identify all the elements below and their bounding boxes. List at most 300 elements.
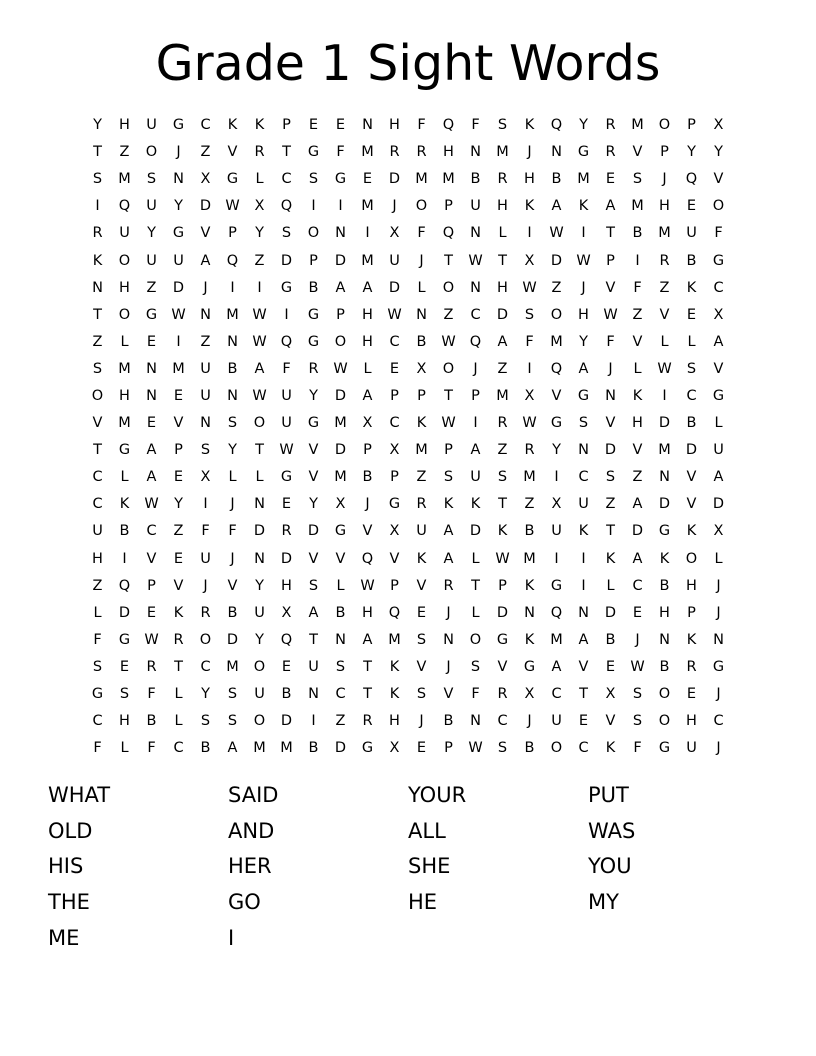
grid-letter: X [389,523,400,540]
grid-letter: U [551,523,562,540]
grid-letter: K [686,279,697,296]
grid-letter: T [444,252,453,269]
grid-letter: O [550,740,563,757]
grid-letter: B [686,415,697,432]
grid-letter: F [147,686,156,703]
grid-letter: G [118,631,131,648]
grid-letter: J [473,360,478,377]
word-list-item: YOUR [408,783,467,807]
grid-letter: E [146,604,157,621]
grid-letter: P [147,577,156,594]
grid-letter: Y [255,631,264,648]
grid-letter: H [119,117,130,134]
grid-letter: M [361,252,374,269]
grid-letter: K [632,387,643,404]
grid-letter: G [658,523,671,540]
grid-letter: R [389,144,400,161]
grid-letter: X [362,415,373,432]
grid-letter: N [470,225,481,242]
grid-letter: L [120,333,129,350]
grid-letter: C [146,523,157,540]
grid-letter: K [227,117,238,134]
grid-letter: D [604,604,617,621]
grid-letter: G [118,442,131,459]
grid-letter: J [230,550,235,567]
grid-letter: L [660,333,669,350]
grid-letter: H [686,713,697,730]
grid-letter: K [254,117,265,134]
grid-letter: K [443,496,454,513]
grid-letter: M [334,469,347,486]
grid-letter: V [551,387,562,404]
grid-letter: S [470,658,481,675]
grid-letter: J [365,496,370,513]
grid-letter: V [686,469,697,486]
grid-letter: A [497,333,508,350]
grid-letter: X [713,523,724,540]
grid-letter: W [522,279,537,296]
grid-letter: W [522,415,537,432]
grid-letter: F [471,117,480,134]
grid-letter: V [497,658,508,675]
grid-letter: J [419,713,424,730]
grid-letter: Y [174,198,183,215]
grid-letter: M [172,360,185,377]
grid-letter: T [93,442,102,459]
grid-letter: A [632,496,643,513]
grid-letter: N [308,686,319,703]
grid-letter: X [389,225,400,242]
grid-letter: C [389,333,400,350]
grid-row [84,546,732,573]
grid-letter: G [307,306,320,323]
grid-letter: L [174,686,183,703]
grid-letter: M [550,333,563,350]
grid-letter: J [716,686,721,703]
grid-letter: Q [280,631,293,648]
grid-letter: P [228,225,237,242]
grid-letter: U [146,252,157,269]
word-list-item: ALL [408,818,446,843]
grid-letter: Z [443,306,454,323]
grid-letter: D [307,523,320,540]
grid-letter: V [173,415,184,432]
grid-letter: G [226,171,239,188]
grid-letter: E [605,658,616,675]
grid-letter: Z [200,333,211,350]
grid-letter: Z [92,333,103,350]
grid-letter: F [633,740,642,757]
grid-letter: V [308,550,319,567]
grid-row [84,491,732,518]
grid-letter: Y [93,117,102,134]
grid-letter: T [282,144,291,161]
grid-letter: M [550,631,563,648]
grid-letter: Q [118,577,131,594]
grid-letter: L [363,360,372,377]
grid-letter: M [496,387,509,404]
grid-letter: O [91,387,104,404]
grid-letter: K [524,631,535,648]
grid-letter: T [498,252,507,269]
grid-letter: Z [416,469,427,486]
grid-letter: G [361,740,374,757]
grid-letter: T [579,686,588,703]
grid-letter: I [554,550,559,567]
grid-letter: E [119,658,130,675]
grid-letter: R [605,117,616,134]
grid-letter: P [444,740,453,757]
grid-letter: W [387,306,402,323]
grid-letter: W [252,387,267,404]
grid-letter: P [390,577,399,594]
grid-letter: I [365,225,370,242]
grid-letter: X [200,171,211,188]
grid-letter: V [605,415,616,432]
grid-letter: N [659,631,670,648]
grid-letter: G [91,686,104,703]
grid-letter: G [388,496,401,513]
grid-letter: V [632,333,643,350]
grid-letter: G [658,740,671,757]
grid-letter: R [362,713,373,730]
grid-letter: Z [524,496,535,513]
grid-letter: K [605,550,616,567]
grid-letter: H [659,604,670,621]
grid-letter: K [416,415,427,432]
grid-letter: T [174,658,183,675]
grid-letter: E [308,117,319,134]
grid-letter: Z [335,713,346,730]
grid-letter: T [363,686,372,703]
grid-letter: H [119,387,130,404]
grid-letter: X [551,496,562,513]
grid-row [84,383,732,410]
grid-letter: U [578,496,589,513]
grid-letter: N [92,279,103,296]
word-list-item: AND [228,818,275,843]
grid-letter: A [443,550,454,567]
grid-letter: B [200,740,211,757]
grid-letter: K [497,523,508,540]
grid-letter: S [227,713,238,730]
grid-letter: B [686,252,697,269]
grid-letter: B [551,171,562,188]
grid-letter: P [687,604,696,621]
grid-letter: G [172,117,185,134]
grid-letter: B [659,577,670,594]
grid-letter: K [92,252,103,269]
grid-letter: U [119,225,130,242]
grid-letter: B [281,686,292,703]
grid-letter: D [496,604,509,621]
grid-letter: G [712,658,725,675]
grid-row [84,681,732,708]
grid-letter: U [281,415,292,432]
grid-letter: A [362,279,373,296]
grid-letter: D [334,442,347,459]
grid-letter: U [308,658,319,675]
grid-letter: W [252,306,267,323]
grid-letter: I [122,550,127,567]
grid-letter: O [550,306,563,323]
grid-letter: U [686,225,697,242]
grid-letter: S [227,686,238,703]
grid-letter: E [173,550,184,567]
grid-letter: O [469,631,482,648]
grid-letter: O [199,631,212,648]
grid-letter: Q [280,198,293,215]
grid-row [84,193,732,220]
grid-letter: R [605,144,616,161]
grid-letter: I [581,550,586,567]
grid-letter: Q [388,604,401,621]
grid-letter: R [659,252,670,269]
grid-letter: L [687,333,696,350]
word-list-item: I [228,925,235,950]
grid-letter: O [685,550,698,567]
grid-letter: S [497,117,508,134]
grid-letter: L [120,469,129,486]
grid-letter: K [686,523,697,540]
grid-letter: S [578,415,589,432]
grid-letter: S [632,686,643,703]
grid-letter: G [712,252,725,269]
grid-letter: C [173,740,184,757]
grid-letter: K [524,117,535,134]
grid-letter: F [525,333,534,350]
grid-letter: K [416,550,427,567]
grid-letter: H [281,577,292,594]
grid-letter: S [416,631,427,648]
grid-letter: I [311,198,316,215]
grid-letter: V [605,279,616,296]
grid-letter: C [92,713,103,730]
grid-letter: H [119,713,130,730]
grid-letter: S [416,686,427,703]
grid-letter: L [714,550,723,567]
grid-letter: H [497,279,508,296]
grid-letter: D [118,604,131,621]
grid-letter: J [608,360,613,377]
grid-letter: N [470,713,481,730]
grid-row [84,139,732,166]
grid-letter: J [176,144,181,161]
grid-letter: X [254,198,265,215]
word-list-item: WAS [588,818,636,843]
grid-letter: U [389,252,400,269]
grid-letter: S [92,360,103,377]
word-list-item: HER [228,854,272,879]
grid-row [84,275,732,302]
grid-letter: N [254,550,265,567]
grid-letter: Y [255,577,264,594]
grid-letter: Z [659,279,670,296]
grid-letter: K [524,198,535,215]
grid-letter: C [713,713,724,730]
grid-letter: D [334,387,347,404]
grid-letter: F [228,523,237,540]
grid-letter: S [443,469,454,486]
grid-letter: B [659,658,670,675]
grid-letter: I [284,306,289,323]
grid-letter: P [363,442,372,459]
grid-letter: Y [552,442,561,459]
grid-letter: H [497,198,508,215]
grid-letter: I [203,496,208,513]
grid-letter: A [335,279,346,296]
grid-letter: S [605,469,616,486]
grid-letter: W [441,415,456,432]
grid-letter: K [659,550,670,567]
word-list-item: HIS [48,854,84,879]
grid-letter: B [524,740,535,757]
grid-letter: O [253,658,266,675]
grid-letter: E [335,117,346,134]
grid-letter: W [468,740,483,757]
grid-letter: Q [226,252,239,269]
grid-letter: J [662,171,667,188]
grid-letter: V [227,144,238,161]
grid-letter: N [173,171,184,188]
grid-letter: N [227,333,238,350]
grid-letter: M [226,306,239,323]
grid-letter: O [253,415,266,432]
grid-letter: N [524,604,535,621]
grid-letter: B [605,631,616,648]
grid-letter: D [658,415,671,432]
word-list-item: GO [228,890,261,915]
grid-letter: N [254,496,265,513]
grid-letter: F [93,740,102,757]
grid-letter: V [335,550,346,567]
grid-letter: J [581,279,586,296]
grid-letter: M [496,144,509,161]
grid-row [84,708,732,735]
grid-letter: P [309,252,318,269]
grid-letter: S [632,171,643,188]
word-list-item: SAID [228,783,279,807]
grid-letter: M [442,171,455,188]
grid-letter: W [603,306,618,323]
grid-letter: E [389,360,400,377]
grid-letter: O [658,686,671,703]
grid-letter: E [146,415,157,432]
grid-letter: V [308,442,319,459]
grid-letter: V [713,360,724,377]
grid-letter: D [550,252,563,269]
grid-letter: F [417,117,426,134]
grid-letter: N [227,387,238,404]
grid-letter: M [361,144,374,161]
grid-letter: V [605,713,616,730]
grid-letter: W [333,360,348,377]
grid-letter: Q [442,117,455,134]
grid-letter: G [550,415,563,432]
grid-letter: Q [361,550,374,567]
grid-letter: V [443,686,454,703]
grid-letter: O [334,333,347,350]
grid-letter: R [308,360,319,377]
grid-letter: A [470,442,481,459]
grid-letter: O [253,713,266,730]
grid-letter: H [119,279,130,296]
grid-letter: W [144,631,159,648]
grid-letter: H [362,333,373,350]
grid-letter: O [658,713,671,730]
grid-letter: V [416,658,427,675]
grid-letter: A [713,469,724,486]
grid-letter: N [578,604,589,621]
grid-letter: H [362,604,373,621]
grid-letter: T [606,523,615,540]
grid-letter: D [226,631,239,648]
grid-letter: U [173,252,184,269]
grid-letter: X [524,387,535,404]
grid-letter: Y [228,442,237,459]
grid-letter: E [632,604,643,621]
grid-row [84,220,732,247]
grid-letter: K [173,604,184,621]
grid-letter: S [200,442,211,459]
grid-letter: F [93,631,102,648]
grid-letter: D [712,496,725,513]
grid-letter: A [632,550,643,567]
grid-letter: C [632,577,643,594]
grid-letter: S [200,713,211,730]
grid-letter: B [119,523,130,540]
grid-letter: Q [550,604,563,621]
grid-letter: X [335,496,346,513]
grid-letter: D [631,523,644,540]
grid-letter: A [308,604,319,621]
grid-letter: V [200,225,211,242]
grid-letter: G [307,415,320,432]
grid-letter: B [362,469,373,486]
word-list-item: SHE [408,854,451,879]
grid-letter: W [225,198,240,215]
grid-letter: N [335,225,346,242]
grid-letter: N [200,306,211,323]
grid-letter: E [281,658,292,675]
grid-letter: J [446,604,451,621]
grid-letter: U [92,523,103,540]
grid-letter: G [307,144,320,161]
grid-letter: A [551,658,562,675]
grid-letter: I [257,279,262,296]
grid-letter: M [253,740,266,757]
grid-letter: N [443,631,454,648]
grid-letter: X [524,686,535,703]
grid-letter: E [605,171,616,188]
grid-letter: I [662,387,667,404]
grid-letter: L [714,415,723,432]
grid-letter: M [631,117,644,134]
grid-letter: L [498,225,507,242]
grid-letter: V [578,658,589,675]
grid-letter: R [281,523,292,540]
grid-letter: A [443,523,454,540]
grid-letter: Z [173,523,184,540]
grid-letter: D [496,306,509,323]
grid-letter: L [174,713,183,730]
grid-letter: Q [550,117,563,134]
grid-letter: M [415,171,428,188]
grid-letter: M [226,658,239,675]
grid-row [84,166,732,193]
grid-letter: I [95,198,100,215]
grid-letter: X [605,686,616,703]
